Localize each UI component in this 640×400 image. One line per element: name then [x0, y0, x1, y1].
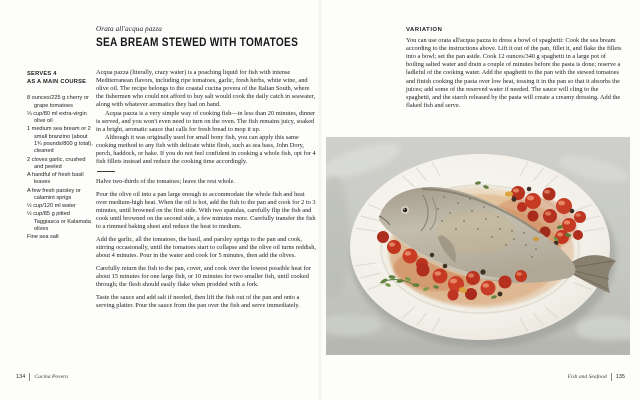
recipe-italian-name: Orata all'acqua pazza	[96, 25, 162, 33]
page-fold	[318, 0, 322, 400]
serves-line: AS A MAIN COURSE	[27, 78, 87, 85]
ingredient-item: ⅓ cup/80 ml extra-virgin olive oil	[27, 110, 87, 125]
recipe-intro	[96, 69, 316, 166]
footer-separator	[29, 373, 30, 381]
recipe-body	[96, 69, 316, 314]
intro-paragraph: Although it was originally used for small bony fish, you can apply this same cooking method to any fish with delicate white flesh, such as sea bass, John Dory, perch, haddock, or hake. If you do not feel confident in cooking a whole fish, opt for 4 fish fillets instead and reduce the cooking time accordingly.	[96, 133, 316, 166]
ingredient-item: 1 medium sea bream or 2 small branzino (about 1¾ pounds/800 g total), cleaned	[27, 126, 93, 155]
recipe-header	[96, 25, 326, 49]
serves-line: SERVES 4	[27, 71, 57, 77]
method-paragraph: Carefully return the fish to the pan, cover, and cook over the lowest possible heat for about 15 minutes for one large fish, or 10 minutes for two smaller fish, until cooked through; the flesh should easily flake when prodded with a fork.	[96, 264, 311, 289]
method-paragraph: Taste the sauce and add salt if needed, then lift the fish out of the pan and onto a serving platter. Pour the sauce from the pan over the fish and serve immediately.	[96, 293, 300, 309]
ingredients-list	[27, 95, 95, 241]
ingredient-item: 2 cloves garlic, crushed and peeled	[27, 156, 86, 170]
chapter-name-right: Fish and Seafood	[567, 374, 607, 380]
ingredient-item: ½ cup/120 ml water	[27, 203, 76, 210]
recipe-method	[96, 178, 316, 310]
variation-section	[406, 27, 624, 110]
intro-paragraph: Acqua pazza is a very simple way of cooking fish—in less than 20 minutes, dinner is served, and you won't even need to turn on the oven. The fish remains juicy, soaked in a bright, aromatic sauce that calls for fresh bread to mop it up.	[96, 109, 316, 133]
footer-separator	[611, 373, 612, 381]
dish-photo-illustration	[326, 137, 630, 355]
ingredients-sidebar	[27, 71, 95, 242]
left-page-footer	[16, 373, 68, 381]
method-paragraph: Pour the olive oil into a pan large enough to accommodate the whole fish and heat over medium-high heat. When the oil is hot, add the fish to the pan and cook for 2 to 3 minutes, until browned on the first side. With two spatulas, carefully flip the fish and cook until browned on the second side, a few minutes more. Carefully transfer the fish to a rimmed baking sheet and reduce the heat to medium.	[96, 190, 316, 231]
page-number-left: 134	[16, 374, 26, 380]
section-divider-rule	[97, 171, 115, 172]
chapter-name-left: Cucina Povera	[34, 374, 69, 380]
right-page-footer	[568, 373, 626, 381]
page-number-right: 135	[615, 374, 625, 380]
ingredient-item: 8 ounces/225 g cherry or grape tomatoes	[27, 95, 89, 109]
method-paragraph: Add the garlic, all the tomatoes, the basil, and parsley sprigs to the pan and cook, stirring occasionally, until the tomatoes start to collapse and the olive oil turns reddish, about 4 minutes. Pour in the water and cook for 5 minutes, then add the olives.	[96, 235, 316, 260]
ingredient-item: Fine sea salt	[27, 234, 59, 241]
ingredient-item: ½ cup/85 g pitted Taggiasca or Kalamata olives	[27, 211, 91, 232]
intro-paragraph: Acqua pazza (literally, crazy water) is a poaching liquid for fish with intense Mediterranean flavors, including ripe tomatoes, garlic, fresh herbs, white wine, and olive oil. The recipe belongs to the coastal cucina povera of the Italian South, where the fishermen who could not afford to buy salt would cook the daily catch in seawater, along with whatever aromatics they had on hand.	[96, 69, 316, 109]
variation-text: You can use orata all'acqua pazza to dress a bowl of spaghetti: Cook the sea bream according to the instructions above. Lift it out of the pan, fillet it, and flake the fillets into a bowl; set the pan aside. Cook 12 ounces/340 g spaghetti in a large pot of boiling salted water and drain a couple of minutes before the pasta is done; reserve a ladleful of the cooking water. Add the spaghetti to the pan with the stewed tomatoes and finish cooking the pasta over low heat, tossing it in the pan so that it absorbs the juices; add some of the reserved water if needed. The sauce will cling to the spaghetti, and the starch released by the pasta will create a creamy dressing. Add the flaked fish and serve.	[406, 37, 622, 109]
ingredient-item: A handful of fresh basil leaves	[27, 172, 84, 186]
serves-note	[27, 71, 95, 86]
variation-heading: VARIATION	[406, 27, 443, 33]
recipe-title: SEA BREAM STEWED WITH TOMATOES	[96, 37, 299, 49]
ingredient-item: A few fresh parsley or calamint sprigs	[27, 187, 81, 201]
method-paragraph: Halve two-thirds of the tomatoes; leave the rest whole.	[96, 178, 235, 186]
dish-photo	[326, 137, 630, 355]
